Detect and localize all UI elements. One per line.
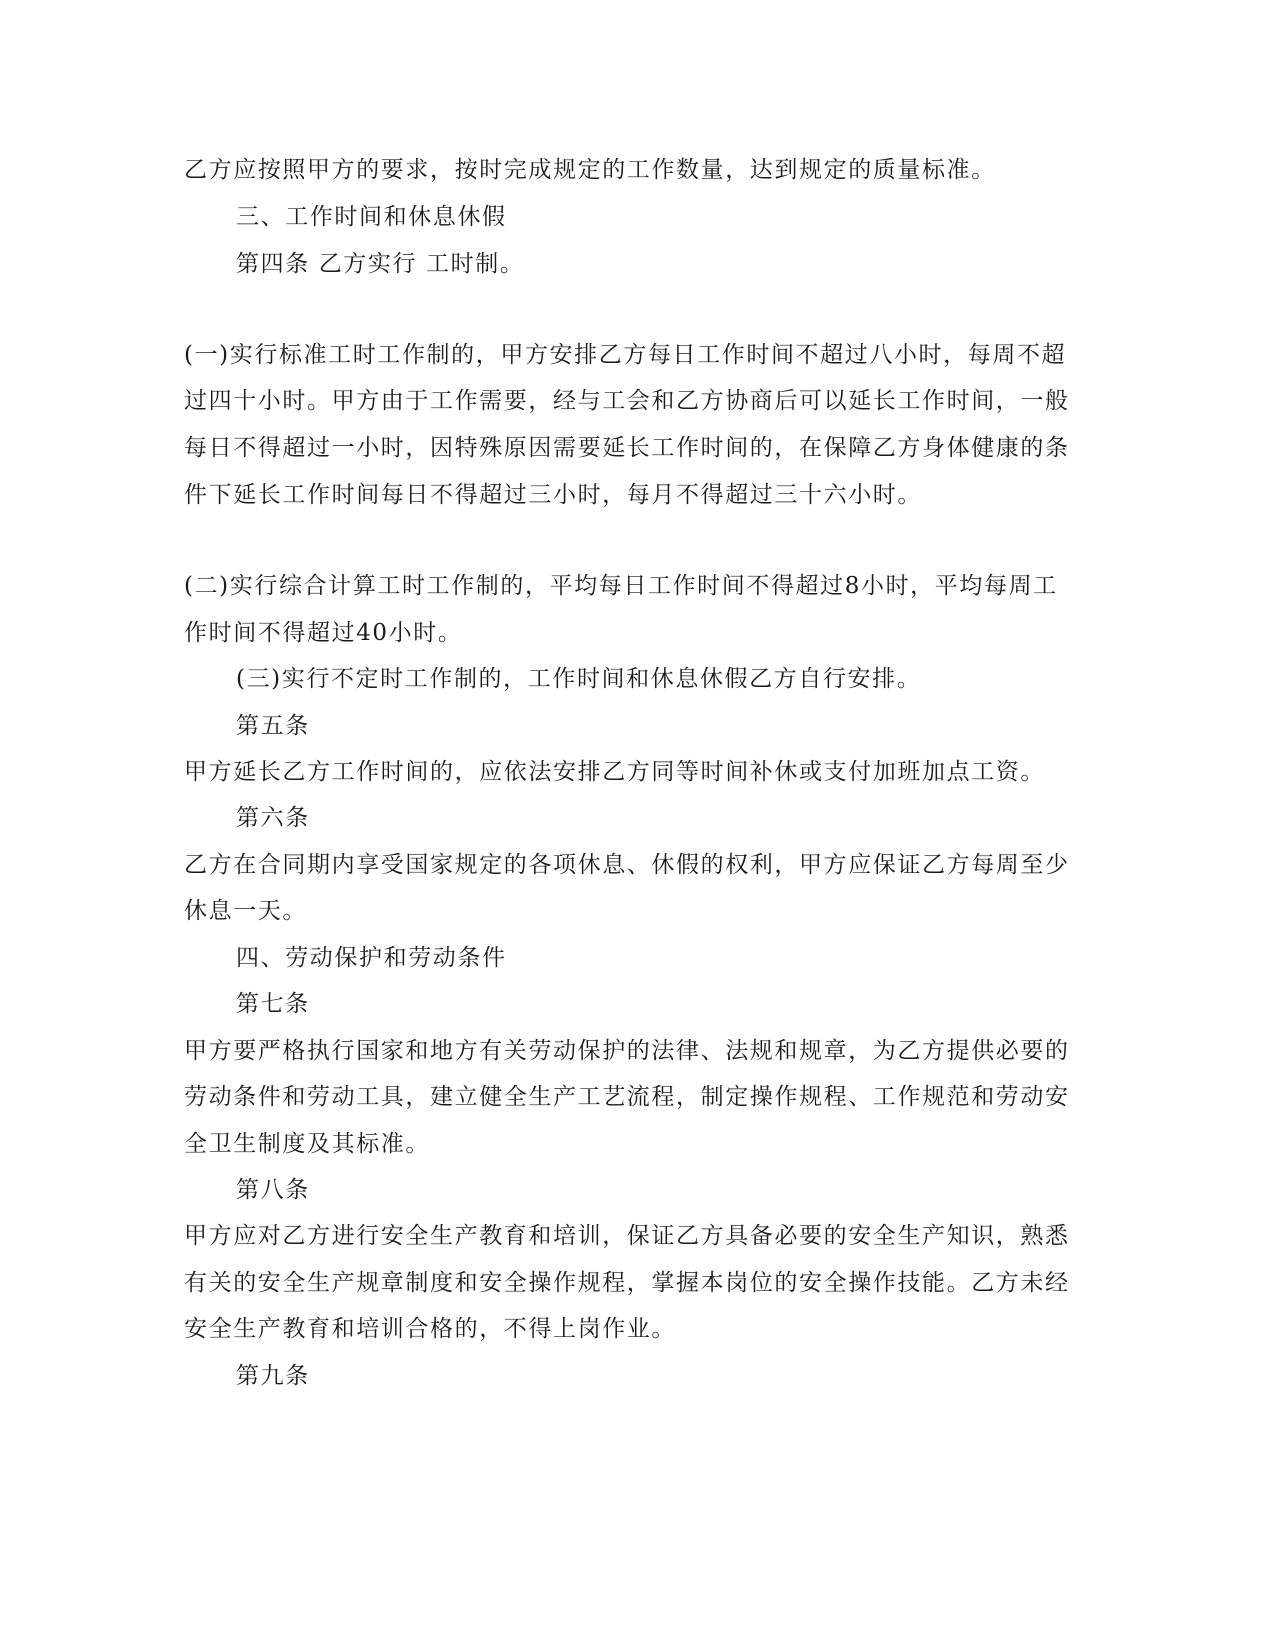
article-heading: 第四条 乙方实行 工时制。 — [236, 251, 525, 277]
text-line: (三)实行不定时工作制的，工作时间和休息休假乙方自行安排。 — [236, 666, 922, 692]
article-heading: 第六条 — [236, 805, 310, 831]
article-heading: 第五条 — [236, 713, 310, 739]
text-line: 件下延长工作时间每日不得超过三小时，每月不得超过三十六小时。 — [184, 482, 922, 508]
section-heading: 三、工作时间和休息休假 — [236, 204, 507, 230]
text-line: 全卫生制度及其标准。 — [184, 1131, 430, 1157]
text-line: 休息一天。 — [184, 898, 307, 924]
text-line: 安全生产教育和培训合格的，不得上岗作业。 — [184, 1316, 676, 1342]
text-line: 劳动条件和劳动工具，建立健全生产工艺流程，制定操作规程、工作规范和劳动安 — [184, 1084, 1070, 1110]
text-line: 甲方要严格执行国家和地方有关劳动保护的法律、法规和规章，为乙方提供必要的 — [184, 1038, 1070, 1064]
text-line: (一)实行标准工时工作制的，甲方安排乙方每日工作时间不超过八小时，每周不超 — [184, 342, 1067, 368]
text-line: 甲方应对乙方进行安全生产教育和培训，保证乙方具备必要的安全生产知识，熟悉 — [184, 1223, 1070, 1249]
article-heading: 第八条 — [236, 1177, 310, 1203]
section-heading: 四、劳动保护和劳动条件 — [236, 945, 507, 971]
text-line: 有关的安全生产规章制度和安全操作规程，掌握本岗位的安全操作技能。乙方未经 — [184, 1270, 1070, 1296]
text-line: 乙方在合同期内享受国家规定的各项休息、休假的权利，甲方应保证乙方每周至少 — [184, 852, 1070, 878]
article-heading: 第七条 — [236, 991, 310, 1017]
text-line: 乙方应按照甲方的要求，按时完成规定的工作数量，达到规定的质量标准。 — [184, 157, 996, 183]
article-heading: 第九条 — [236, 1363, 310, 1389]
text-line: 甲方延长乙方工作时间的，应依法安排乙方同等时间补休或支付加班加点工资。 — [184, 759, 1045, 785]
text-line: 每日不得超过一小时，因特殊原因需要延长工作时间的，在保障乙方身体健康的条 — [184, 435, 1070, 461]
text-line: 过四十小时。甲方由于工作需要，经与工会和乙方协商后可以延长工作时间，一般 — [184, 388, 1070, 414]
text-line: 作时间不得超过40小时。 — [184, 620, 463, 646]
text-line: (二)实行综合计算工时工作制的，平均每日工作时间不得超过8小时，平均每周工 — [184, 573, 1058, 599]
